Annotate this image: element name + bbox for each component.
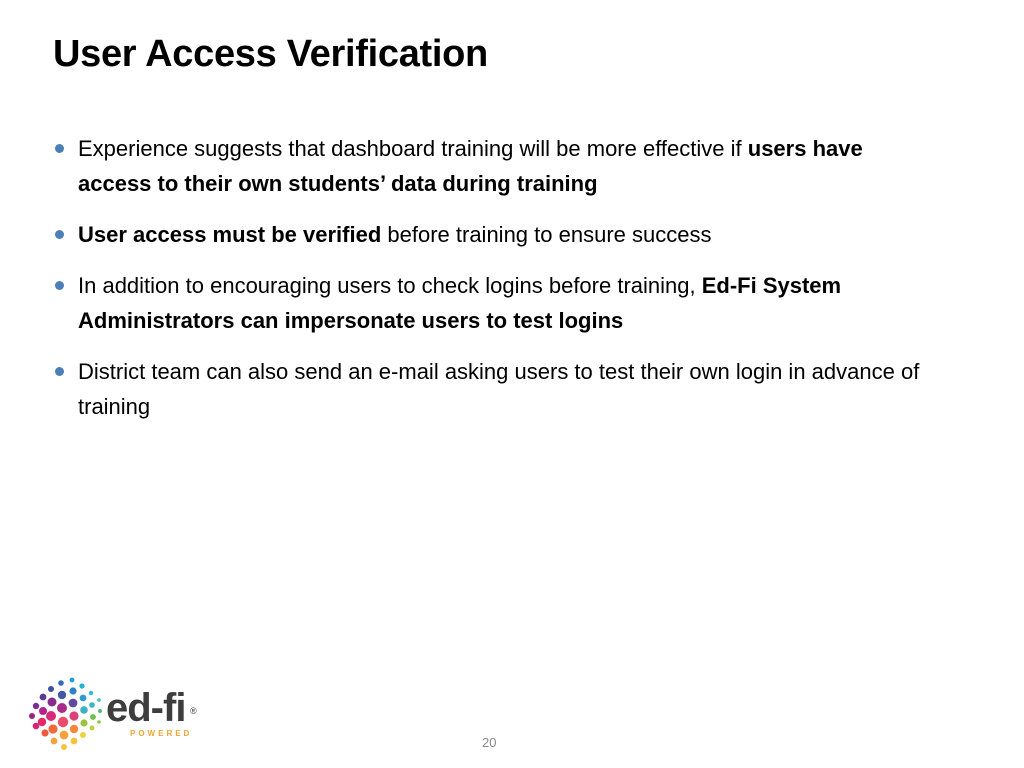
bullet-item — [53, 217, 933, 252]
bullet-dot-icon — [55, 367, 64, 376]
logo-trademark: ® — [190, 706, 197, 716]
bullet-text: In addition to encouraging users to check logins before training, — [78, 273, 702, 298]
bullet-text-emphasis: User access must be verified — [78, 222, 382, 247]
logo-dot-burst — [29, 678, 102, 750]
logo-wordmark: ed-fi — [106, 686, 186, 730]
slide-title: User Access Verification — [53, 33, 488, 75]
bullet-dot-icon — [55, 230, 64, 239]
bullet-text: before training to ensure success — [381, 222, 712, 247]
bullet-dot-icon — [55, 144, 64, 153]
bullet-item — [53, 268, 933, 338]
bullet-text-emphasis: users have access to their own students’ data during training — [78, 136, 863, 196]
bullet-item — [53, 131, 933, 201]
bullet-item — [53, 354, 933, 424]
bullet-text: District team can also send an e-mail asking users to test their own login in advance of training — [78, 359, 920, 419]
bullet-text: Experience suggests that dashboard training will be more effective if — [78, 136, 748, 161]
logo-tagline: POWERED — [130, 729, 193, 738]
bullet-dot-icon — [55, 281, 64, 290]
bullet-list — [53, 131, 933, 440]
bullet-text-emphasis: Ed-Fi System Administrators can impersonate users to test logins — [78, 273, 842, 333]
page-number: 20 — [482, 735, 497, 750]
